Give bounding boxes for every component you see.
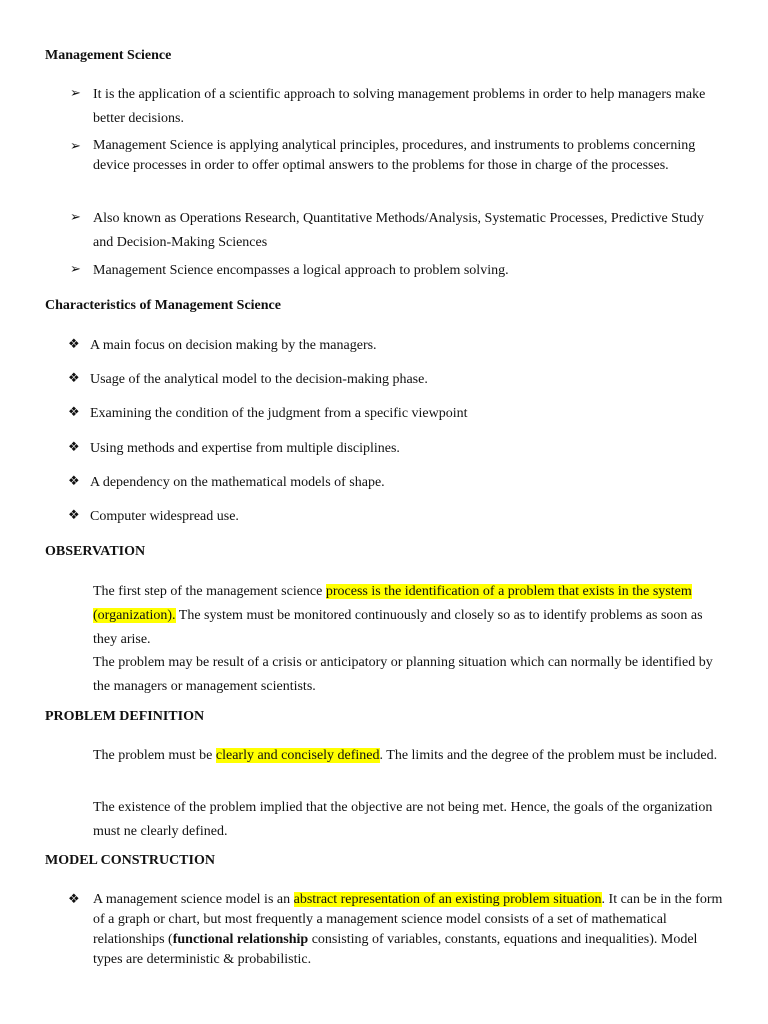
list-item-text: The problem may be result of a crisis or anticipatory or planning situation which can normally be identified by the managers or management scientists. xyxy=(93,655,713,694)
list-item-text: Management Science encompasses a logical approach to problem solving. xyxy=(93,263,509,278)
diamond-bullet-icon: ❖ xyxy=(68,891,80,906)
highlighted-text: abstract representation of an existing problem situation xyxy=(293,892,602,907)
list-item-text: Computer widespread use. xyxy=(90,509,239,524)
list-item-text: Also known as Operations Research, Quantitative Methods/Analysis, Systematic Processes, Predictive Study and Decision-Making Sciences xyxy=(93,211,704,250)
list-item-text: Management Science is applying analytical principles, procedures, and instruments to problems concerning device processes in order to offer optimal answers to the problems for those in charge of the processes. xyxy=(93,138,696,173)
text-run: . It can be in the form of a graph or chart, but most frequently a management science model consists of a set of mathematical relationships ( xyxy=(93,892,723,947)
heading-problem-definition: PROBLEM DEFINITION xyxy=(45,709,205,724)
diamond-bullet-icon: ❖ xyxy=(68,370,80,385)
list-item-text xyxy=(93,744,718,768)
bold-term: functional relationship xyxy=(172,932,309,947)
list-item-text: Using methods and expertise from multiple disciplines. xyxy=(90,441,400,456)
text-run: The problem must be xyxy=(93,748,216,763)
text-run: consisting of variables, constants, equations and inequalities). Model types are deterministic & probabilistic. xyxy=(93,932,698,967)
heading-model-construction: MODEL CONSTRUCTION xyxy=(45,853,215,868)
arrow-bullet-icon: ➢ xyxy=(70,85,81,100)
diamond-bullet-icon: ❖ xyxy=(68,473,80,488)
diamond-bullet-icon: ❖ xyxy=(68,439,80,454)
arrow-bullet-icon: ➢ xyxy=(70,138,81,153)
list-item-text: A dependency on the mathematical models of shape. xyxy=(90,475,385,490)
heading-observation: OBSERVATION xyxy=(45,544,146,559)
list-item-text: A main focus on decision making by the managers. xyxy=(90,338,377,353)
diamond-bullet-icon: ❖ xyxy=(68,507,80,522)
list-item-text: The existence of the problem implied that the objective are not being met. Hence, the goals of the organization must ne clearly defined. xyxy=(93,800,713,839)
list-item-text: Usage of the analytical model to the decision-making phase. xyxy=(90,372,428,387)
text-run: The system must be monitored continuously and closely so as to identify problems as soon as they arise. xyxy=(93,608,703,647)
list-item-text xyxy=(93,890,725,970)
list-item-text xyxy=(93,580,713,652)
diamond-bullet-icon: ❖ xyxy=(68,404,80,419)
list-item-text: Examining the condition of the judgment from a specific viewpoint xyxy=(90,406,468,421)
text-run: The first step of the management science xyxy=(93,584,326,599)
text-run: . The limits and the degree of the problem must be included. xyxy=(379,748,718,763)
list-item-text: It is the application of a scientific approach to solving management problems in order to help managers make better decisions. xyxy=(93,87,706,126)
highlighted-text: process is the identification of a problem that exists in the system (organization). xyxy=(93,584,692,623)
arrow-bullet-icon: ➢ xyxy=(70,261,81,276)
heading-characteristics: Characteristics of Management Science xyxy=(45,298,281,313)
highlighted-text: clearly and concisely defined xyxy=(215,748,380,763)
diamond-bullet-icon: ❖ xyxy=(68,336,80,351)
arrow-bullet-icon: ➢ xyxy=(70,209,81,224)
heading-management-science: Management Science xyxy=(45,48,172,63)
text-run: A management science model is an xyxy=(93,892,294,907)
